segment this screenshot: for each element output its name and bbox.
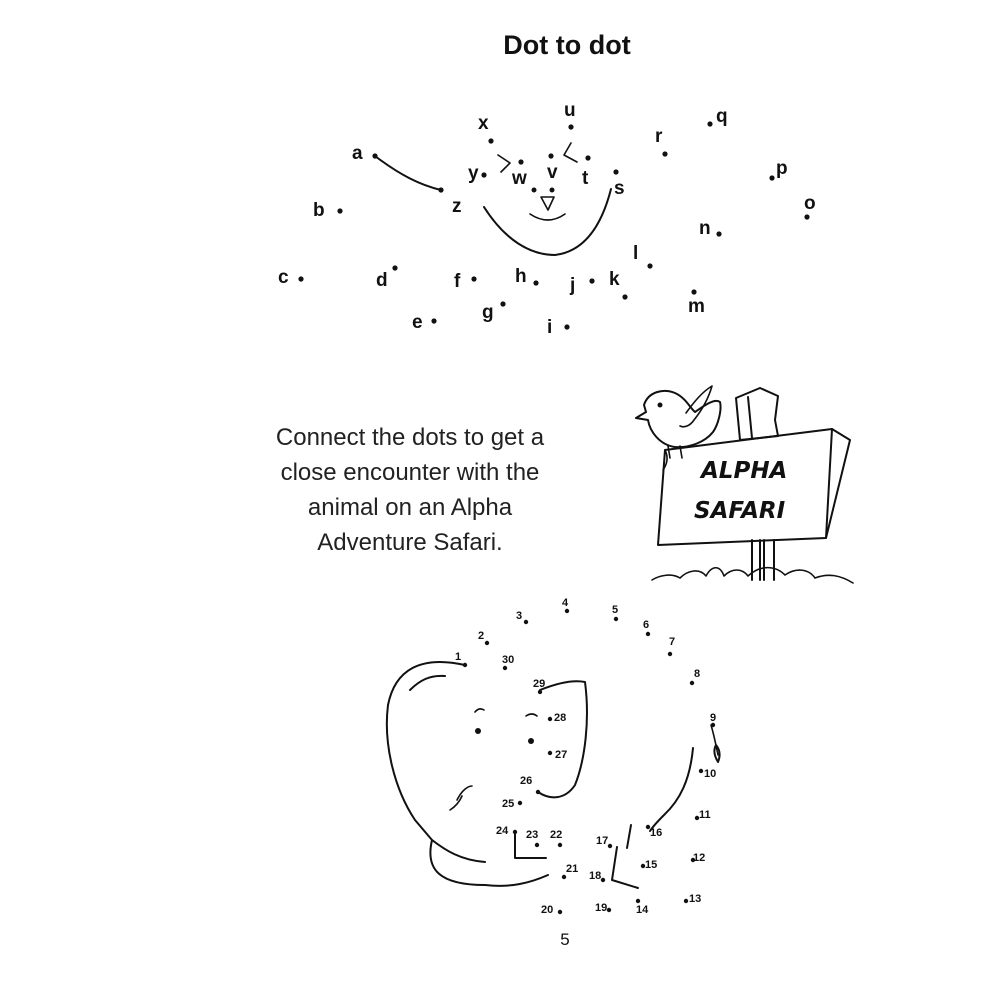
letter-point-label: r — [655, 126, 663, 147]
letter-point-label: m — [688, 296, 705, 317]
number-point-label: 26 — [520, 775, 533, 787]
number-point-label: 8 — [694, 668, 701, 680]
letter-point-label: f — [454, 271, 461, 292]
letter-point-label: b — [313, 200, 325, 221]
number-point-label: 4 — [562, 597, 569, 609]
letter-point-label: j — [570, 275, 576, 296]
number-point-label: 17 — [596, 835, 609, 847]
number-point-label: 13 — [689, 893, 702, 905]
letter-point-label: y — [468, 163, 479, 184]
number-point-label: 20 — [541, 904, 554, 916]
page-number: 5 — [560, 930, 570, 949]
number-point-label: 14 — [636, 904, 649, 916]
letter-point-label: a — [352, 143, 363, 164]
letter-point-label: c — [278, 267, 289, 288]
instructions-text: Connect the dots to get a close encounter with the animal on an Alpha Adventure Safari. — [275, 424, 545, 556]
letter-point-label: z — [452, 196, 462, 217]
letter-point-label: w — [512, 168, 527, 189]
signpost-drawing — [652, 388, 853, 583]
number-point-label: 2 — [478, 630, 485, 642]
number-point-label: 29 — [533, 678, 546, 690]
number-point-label: 12 — [693, 852, 706, 864]
number-point-label: 1 — [455, 651, 462, 663]
number-point-label: 9 — [710, 712, 717, 724]
letter-point-label: t — [582, 168, 589, 189]
letter-point-label: d — [376, 270, 388, 291]
number-point-label: 19 — [595, 902, 608, 914]
letter-point-label: q — [716, 106, 728, 127]
letter-point-label: x — [478, 113, 489, 134]
number-point-label: 30 — [502, 654, 515, 666]
number-point-label: 22 — [550, 829, 563, 841]
number-point-label: 3 — [516, 610, 523, 622]
letter-point-label: n — [699, 218, 711, 239]
letter-point-label: s — [614, 178, 625, 199]
number-point-label: 24 — [496, 825, 509, 837]
number-point-label: 23 — [526, 829, 539, 841]
number-point-label: 5 — [612, 604, 619, 616]
number-point-label: 28 — [554, 712, 567, 724]
letter-point-label: o — [804, 193, 816, 214]
letter-point-label: g — [482, 302, 494, 323]
number-point-label: 25 — [502, 798, 515, 810]
number-point-label: 27 — [555, 749, 568, 761]
number-point-label: 10 — [704, 768, 717, 780]
letter-point-label: h — [515, 266, 527, 287]
number-point-label: 11 — [699, 809, 711, 821]
number-point-label: 15 — [645, 859, 658, 871]
number-point-label: 6 — [643, 619, 650, 631]
number-point-label: 16 — [650, 827, 663, 839]
sign-line-2: SAFARI — [694, 498, 786, 524]
letter-point-label: l — [633, 243, 639, 264]
letter-point-label: p — [776, 158, 788, 179]
number-point-label: 7 — [669, 636, 676, 648]
letter-point-label: k — [609, 269, 620, 290]
letter-point-label: i — [547, 317, 553, 338]
page-title: Dot to dot — [503, 30, 631, 60]
sign-line-1: ALPHA — [701, 458, 788, 484]
number-point-label: 18 — [589, 870, 602, 882]
letter-point-label: v — [547, 162, 558, 183]
letter-point-label: u — [564, 100, 576, 121]
letter-point-label: e — [412, 312, 423, 333]
number-point-label: 21 — [566, 863, 579, 875]
bird-drawing — [636, 386, 721, 458]
